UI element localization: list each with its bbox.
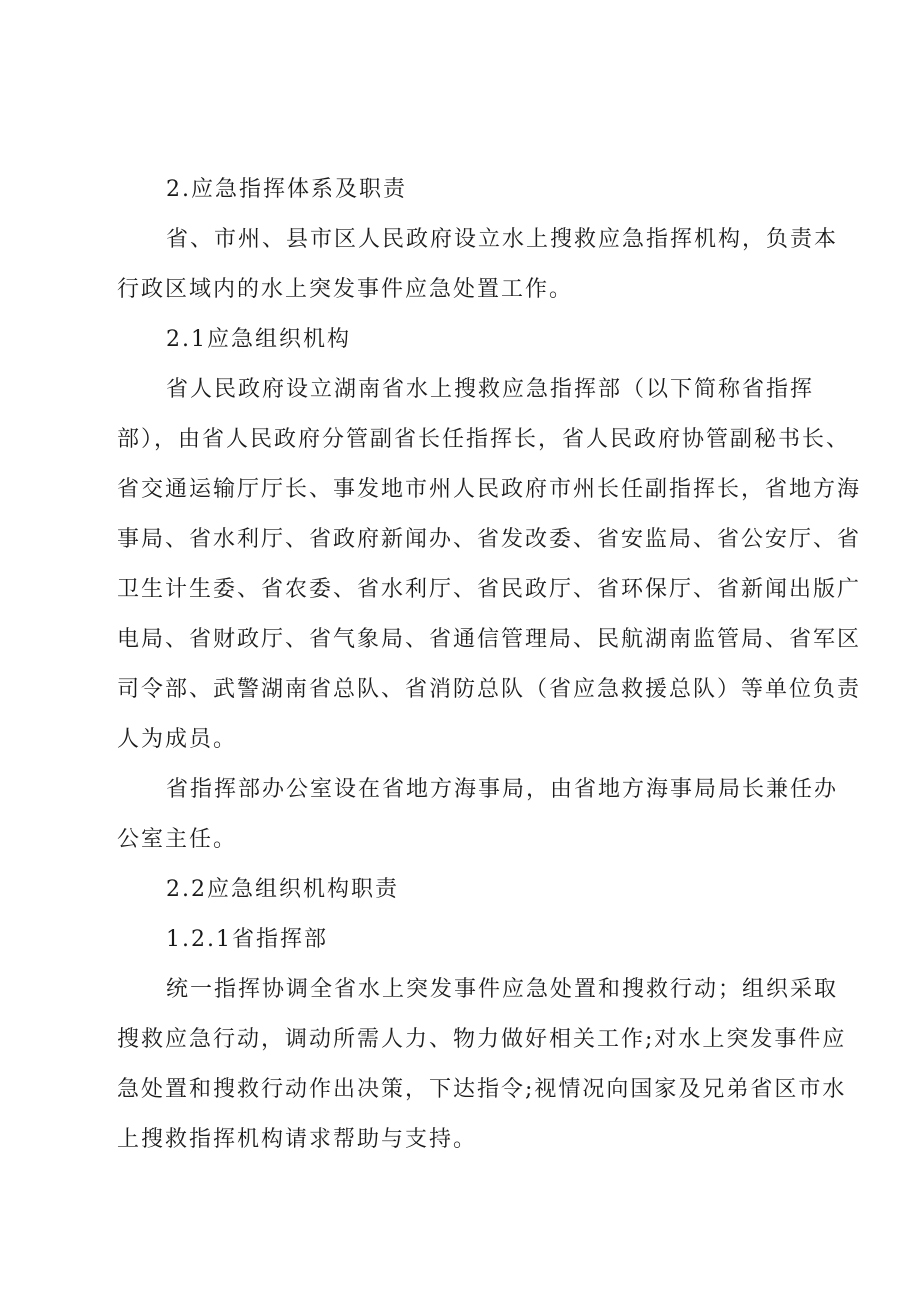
paragraph-line: 省交通运输厅厅长、事发地市州人民政府市州长任副指挥长，省地方海 [117,477,862,502]
section-heading-2: 2.应急指挥体系及职责 [166,177,407,202]
paragraph-line: 搜救应急行动，调动所需人力、物力做好相关工作;对水上突发事件应 [117,1027,847,1052]
paragraph-line: 省人民政府设立湖南省水上搜救应急指挥部（以下简称省指挥 [166,377,815,402]
paragraph-line: 省、市州、县市区人民政府设立水上搜救应急指挥机构，负责本 [166,227,839,252]
paragraph-line: 省指挥部办公室设在省地方海事局，由省地方海事局局长兼任办 [166,777,839,802]
paragraph-line: 电局、省财政厅、省气象局、省通信管理局、民航湖南监管局、省军区 [117,627,862,652]
paragraph-line: 卫生计生委、省农委、省水利厅、省民政厅、省环保厅、省新闻出版广 [117,577,862,602]
paragraph-line: 行政区域内的水上突发事件应急处置工作。 [117,277,574,302]
paragraph-line: 上搜救指挥机构请求帮助与支持。 [117,1127,478,1152]
paragraph-line: 司令部、武警湖南省总队、省消防总队（省应急救援总队）等单位负责 [117,677,862,702]
section-heading-2-1: 2.1应急组织机构 [166,327,351,352]
paragraph-line: 部），由省人民政府分管副省长任指挥长，省人民政府协管副秘书长、 [117,427,851,452]
paragraph-line: 人为成员。 [117,727,238,752]
section-heading-2-2: 2.2应急组织机构职责 [166,877,399,902]
section-heading-1-2-1: 1.2.1省指挥部 [166,927,328,952]
paragraph-line: 急处置和搜救行动作出决策，下达指令;视情况向国家及兄弟省区市水 [117,1077,847,1102]
paragraph-line: 统一指挥协调全省水上突发事件应急处置和搜救行动；组织采取 [166,977,839,1002]
paragraph-line: 公室主任。 [117,827,238,852]
paragraph-line: 事局、省水利厅、省政府新闻办、省发改委、省安监局、省公安厅、省 [117,527,862,552]
